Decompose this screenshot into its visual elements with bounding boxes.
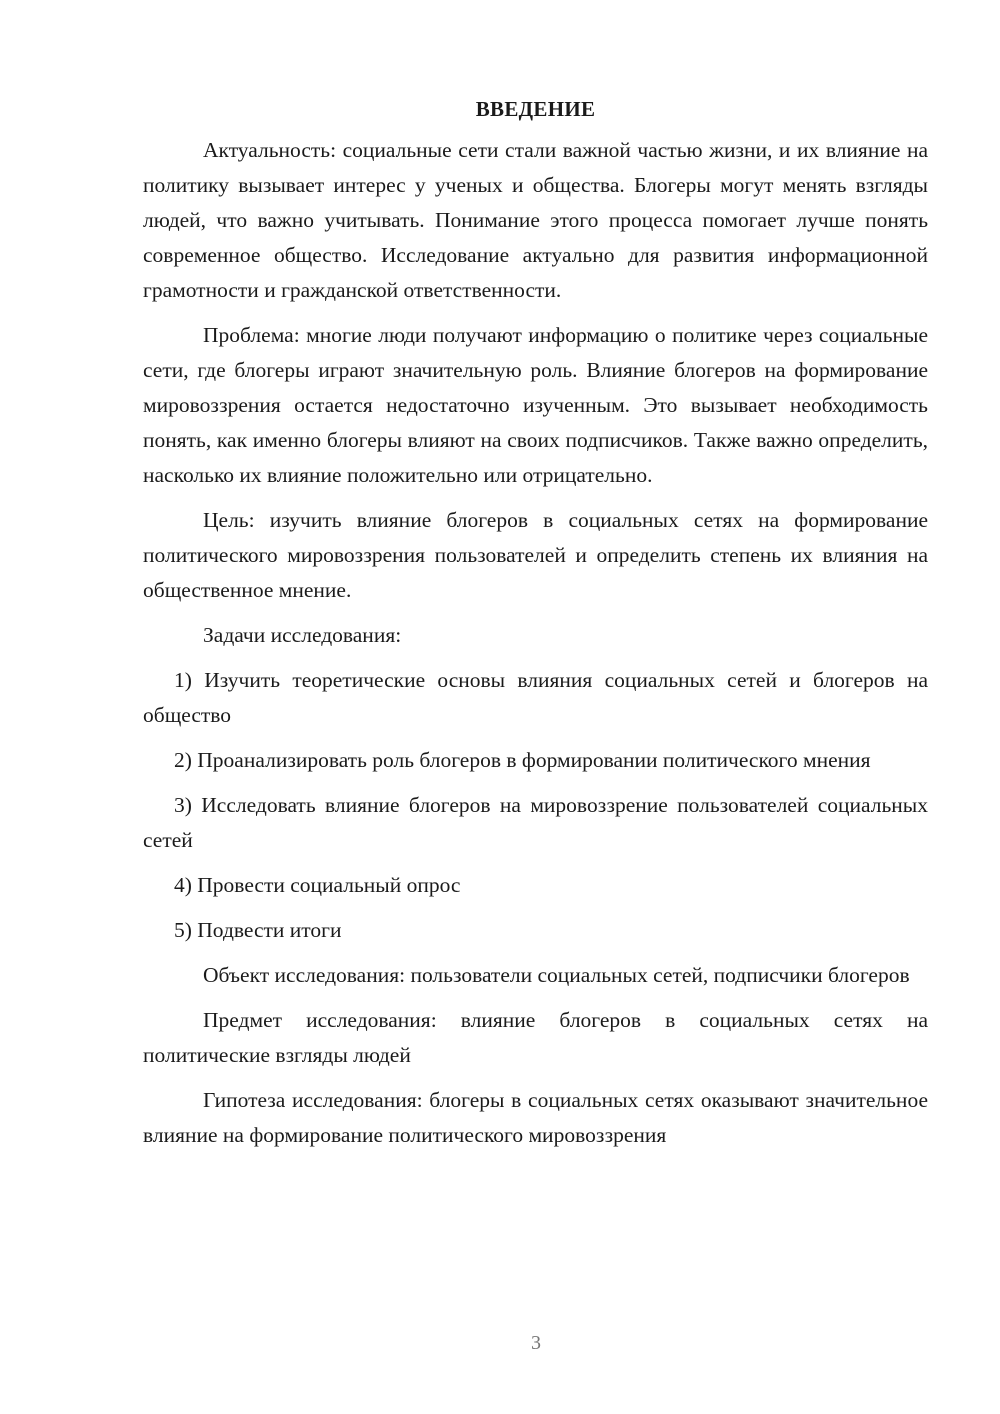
- relevance-paragraph: Актуальность: социальные сети стали важной частью жизни, и их влияние на политику вызывает интерес у ученых и общества. Блогеры могут менять взгляды людей, что важно учитывать. Понимание этого процесса помогает лучше понять современное общество. Исследование актуально для развития информационной грамотности и гражданской ответственности.: [143, 138, 928, 302]
- hypothesis-paragraph: Гипотеза исследования: блогеры в социальных сетях оказывают значительное влияние на формирование политического мировоззрения: [143, 1088, 928, 1147]
- page-number: 3: [531, 1332, 541, 1354]
- page-content: [143, 92, 928, 1163]
- subject-paragraph: Предмет исследования: влияние блогеров в социальных сетях на политические взгляды людей: [143, 1008, 928, 1067]
- task-item-1: 1) Изучить теоретические основы влияния социальных сетей и блогеров на общество: [143, 668, 928, 727]
- tasks-intro: Задачи исследования:: [203, 623, 402, 647]
- task-item-3: 3) Исследовать влияние блогеров на мировоззрение пользователей социальных сетей: [143, 793, 928, 852]
- goal-paragraph: Цель: изучить влияние блогеров в социальных сетях на формирование политического мировоззрения пользователей и определить степень их влияния на общественное мнение.: [143, 508, 928, 602]
- object-paragraph: Объект исследования: пользователи социальных сетей, подписчики блогеров: [203, 963, 910, 987]
- section-heading: ВВЕДЕНИЕ: [475, 97, 596, 121]
- problem-paragraph: Проблема: многие люди получают информацию о политике через социальные сети, где блогеры играют значительную роль. Влияние блогеров на формирование мировоззрения остается недостаточно изученным. Это вызывает необходимость понять, как именно блогеры влияют на своих подписчиков. Также важно определить, насколько их влияние положительно или отрицательно.: [143, 323, 928, 487]
- task-item-2: 2) Проанализировать роль блогеров в формировании политического мнения: [174, 748, 871, 772]
- task-item-5: 5) Подвести итоги: [174, 918, 342, 942]
- task-item-4: 4) Провести социальный опрос: [174, 873, 461, 897]
